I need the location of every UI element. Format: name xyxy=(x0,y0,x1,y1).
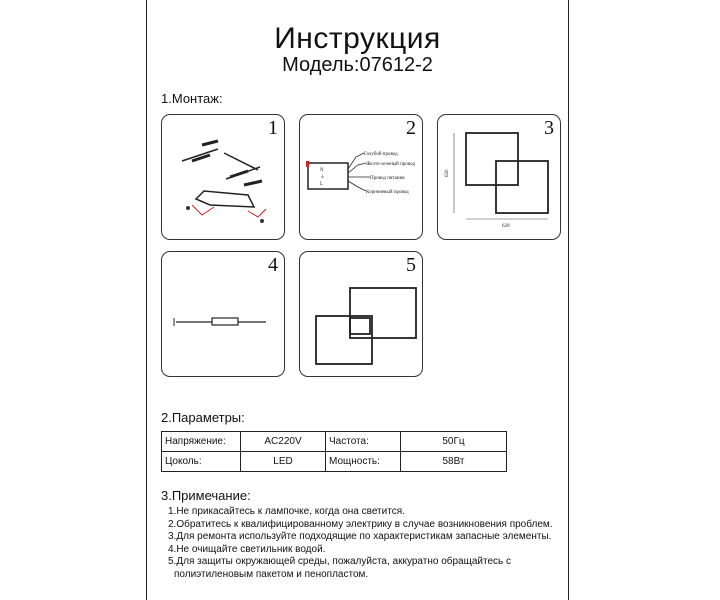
panel-number: 4 xyxy=(268,254,278,276)
panel-assembled-step-5 xyxy=(299,251,423,377)
list-item: 4.Не очищайте светильник водой. xyxy=(168,543,326,555)
section-mount-heading: 1.Монтаж: xyxy=(161,91,223,106)
table-row xyxy=(162,452,507,472)
wire-label-brown: Коричневый провод xyxy=(366,190,409,195)
wire-label-blue: Голубой провод xyxy=(364,152,398,157)
wiring-diagram xyxy=(300,115,424,241)
param-label-frequency: Частота: xyxy=(326,432,401,452)
list-item: 2.Обратитесь к квалифицированному электрику в случае возникновения проблем. xyxy=(168,518,553,530)
panel-number: 5 xyxy=(406,254,416,276)
param-label-voltage: Напряжение: xyxy=(162,432,241,452)
dimension-drawing xyxy=(438,115,562,241)
section-params-heading: 2.Параметры: xyxy=(161,410,245,425)
side-view-drawing xyxy=(162,252,286,378)
instruction-sheet xyxy=(146,0,569,600)
terminal-label-ground: ⏚ xyxy=(320,175,326,180)
screw-icon xyxy=(260,219,264,223)
panel-side-view-step-4 xyxy=(161,251,285,377)
list-item: 3.Для ремонта используйте подходящие по характеристикам запасные элементы. xyxy=(168,531,552,542)
table-row xyxy=(162,432,507,452)
screw-icon xyxy=(186,206,190,210)
assembled-fixture-drawing xyxy=(300,252,424,378)
param-label-base: Цоколь: xyxy=(162,452,241,472)
list-item: 5.Для защиты окружающей среды, пожалуйста, аккуратно обращайтесь с xyxy=(168,556,512,567)
panel-number: 1 xyxy=(268,117,278,139)
dimension-width: 620 xyxy=(502,224,510,229)
panel-number: 3 xyxy=(544,117,554,139)
section-notes-heading: 3.Примечание: xyxy=(161,488,251,503)
list-item: полиэтиленовым пакетом и пенопластом. xyxy=(174,568,369,580)
param-label-power: Мощность: xyxy=(326,452,401,472)
parameters-table xyxy=(161,431,507,472)
param-value-voltage: AC220V xyxy=(241,432,326,452)
notes-list xyxy=(168,506,553,581)
screw-anchor-illustration xyxy=(162,115,286,241)
page-title: Инструкция xyxy=(274,22,441,55)
param-value-power: 58Вт xyxy=(401,452,507,472)
param-value-frequency: 50Гц xyxy=(401,432,507,452)
panel-number: 2 xyxy=(406,117,416,139)
panel-mount-step-1 xyxy=(161,114,285,240)
model-number: Модель:07612-2 xyxy=(282,54,433,76)
dimension-height: 620 xyxy=(445,169,450,177)
wire-label-power: Провод питания xyxy=(370,176,405,181)
terminal-label-l: L xyxy=(320,182,324,187)
panel-dimensions-step-3 xyxy=(437,114,561,240)
panel-wiring-step-2 xyxy=(299,114,423,240)
param-value-base: LED xyxy=(241,452,326,472)
wire-label-yellow-green: Желто-зеленый провод xyxy=(366,162,415,167)
list-item: 1.Не прикасайтесь к лампочке, когда она светится. xyxy=(168,506,405,517)
terminal-label-n: N xyxy=(320,168,324,173)
